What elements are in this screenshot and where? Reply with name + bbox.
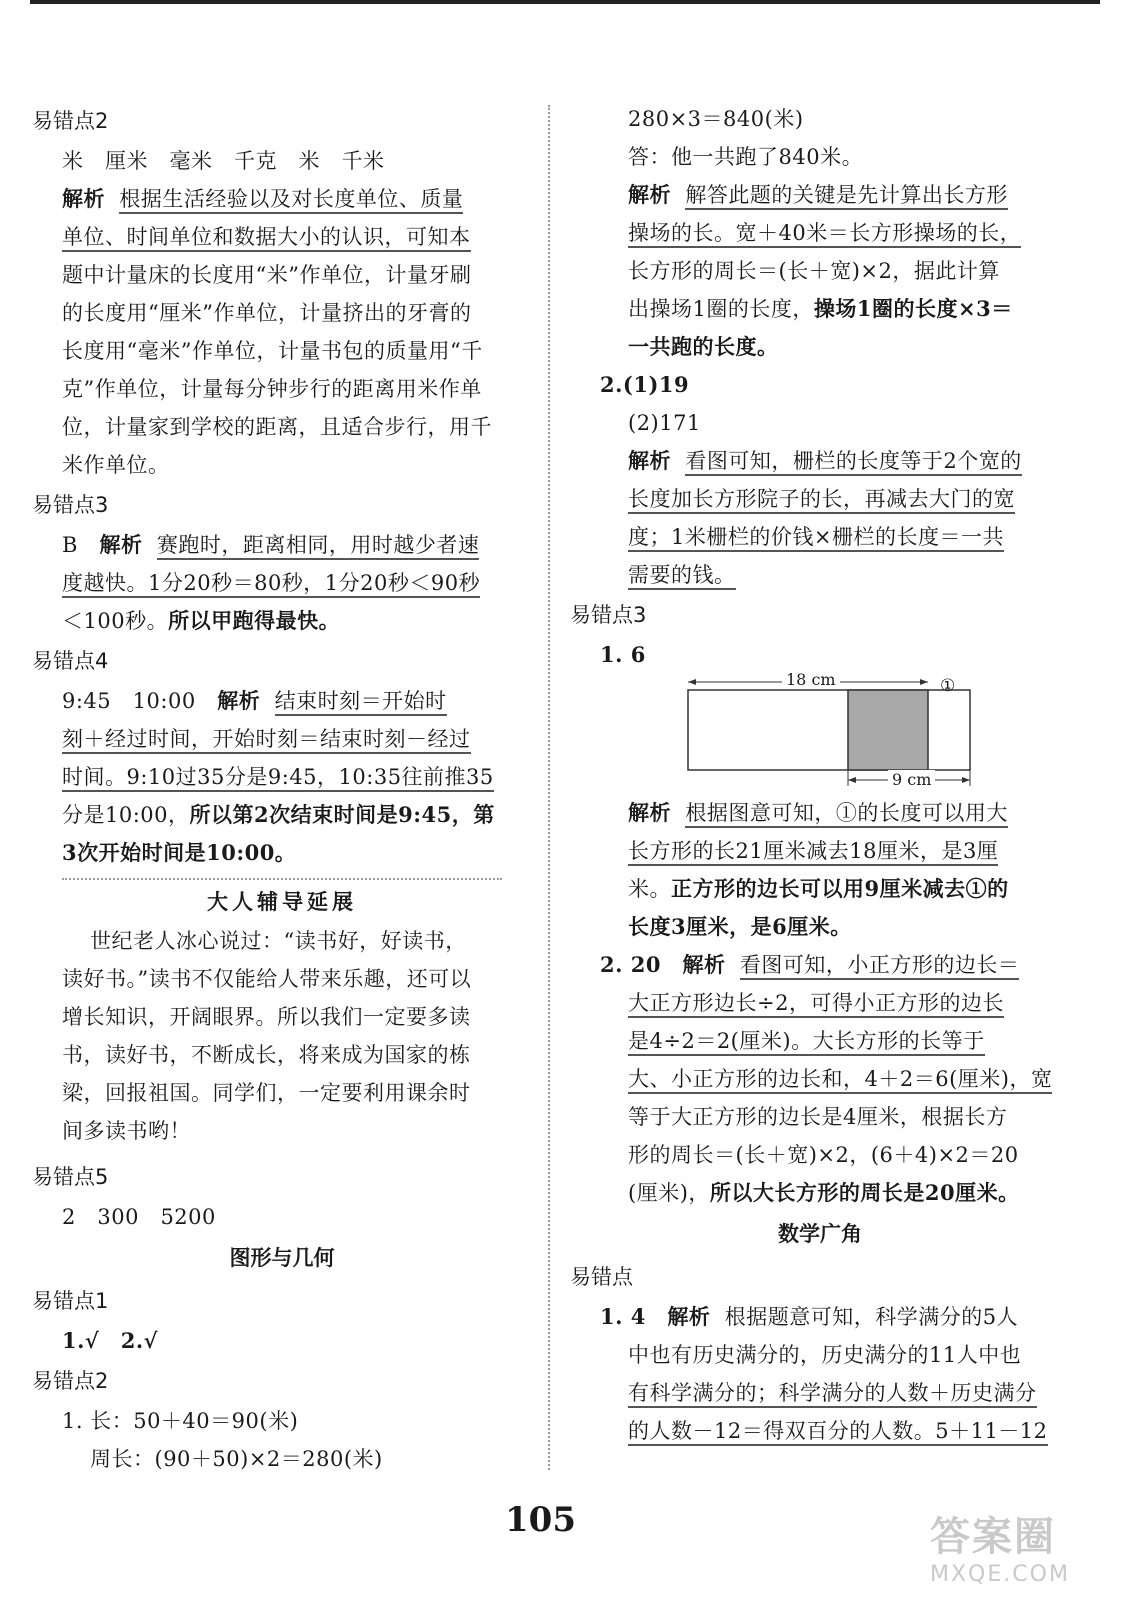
conclusion: 长度3厘米，是6厘米。: [628, 914, 852, 939]
analysis-label: 解析: [628, 182, 671, 207]
label-9cm: 9 cm: [888, 770, 935, 789]
analysis-line: 中也有历史满分的，历史满分的11人中也: [628, 1343, 1022, 1367]
extension-line: 间多读书哟！: [62, 1119, 191, 1143]
analysis-line: 形的周长＝(长＋宽)×2，(6＋4)×2＝20: [628, 1143, 1019, 1167]
analysis-line: ＜100秒。所以甲跑得最快。: [62, 608, 341, 633]
answer: 9:45 10:00: [62, 689, 196, 713]
analysis-line: 分是10:00，所以第2次结束时间是9:45，第: [62, 802, 495, 827]
heading-error-point: 易错点: [570, 1265, 633, 1289]
analysis-line: 长方形的长21厘米减去18厘米，是3厘: [570, 832, 1070, 870]
analysis-line: 刻＋经过时间，开始时刻＝结束时刻－经过: [32, 720, 532, 758]
analysis-line: B 解析 赛跑时，距离相同，用时越少者速: [32, 526, 532, 564]
top-rule: [30, 0, 1100, 4]
analysis-label: 解析: [217, 688, 261, 713]
analysis-line: 2. 20 解析 看图可知，小正方形的边长＝: [570, 946, 1070, 984]
right-column: [570, 100, 1070, 1450]
analysis-label: 解析: [667, 1304, 711, 1329]
analysis-line: 大、小正方形的边长和，4＋2＝6(厘米)，宽: [570, 1060, 1070, 1098]
answer: B: [62, 533, 78, 557]
calc-line: 280×3＝840(米): [628, 107, 804, 131]
square-shaded: [848, 690, 928, 770]
extension-line: 书，读好书，不断成长，将来成为国家的栋: [62, 1043, 471, 1067]
analysis-line: 克”作单位，计量每分钟步行的距离用米作单: [62, 377, 482, 401]
analysis-line: 米。正方形的边长可以用9厘米减去①的: [628, 876, 1009, 901]
calc-line: 1. 长：50＋40＝90(米): [62, 1409, 299, 1433]
section-title-math-wide-angle: 数学广角: [778, 1222, 862, 1246]
heading-error-point-2b: 易错点2: [32, 1369, 109, 1393]
heading-error-point-4: 易错点4: [32, 649, 109, 673]
extension-line: 梁，回报祖国。同学们，一定要利用课余时: [62, 1081, 471, 1105]
analysis-line: 度；1米栅栏的价钱×栅栏的长度＝一共: [570, 518, 1070, 556]
analysis-line: 等于大正方形的边长是4厘米，根据长方: [628, 1105, 1008, 1129]
analysis-line: 长方形的周长＝(长＋宽)×2，据此计算: [628, 259, 1000, 283]
conclusion: 所以大长方形的周长是20厘米。: [709, 1180, 1020, 1205]
answer: 2. 20: [600, 952, 661, 977]
analysis-line: 单位、时间单位和数据大小的认识，可知本: [32, 218, 532, 256]
label-circle-1: ①: [940, 676, 956, 696]
conclusion: 操场1圈的长度×3＝: [813, 296, 1013, 321]
analysis-line: 解析 根据图意可知，①的长度可以用大: [570, 794, 1070, 832]
answer: 1. 6: [600, 642, 646, 667]
heading-error-point-1: 易错点1: [32, 1289, 109, 1313]
analysis-line: 1. 4 解析 根据题意可知，科学满分的5人: [600, 1304, 1019, 1329]
rectangle-diagram: [570, 674, 1070, 794]
analysis-line: 需要的钱。: [570, 556, 1070, 594]
heading-error-point-3b: 易错点3: [570, 603, 647, 627]
arrow-left-bottom: [848, 777, 856, 783]
analysis-line: 解析 解答此题的关键是先计算出长方形: [570, 176, 1070, 214]
analysis-label: 解析: [682, 952, 726, 977]
watermark: [930, 1505, 1070, 1587]
extension-line: 增长知识，开阔眼界。所以我们一定要多读: [62, 1005, 471, 1029]
analysis-label: 解析: [628, 448, 671, 473]
conclusion: 一共跑的长度。: [628, 334, 779, 359]
watermark-url: MXQE.COM: [930, 1562, 1070, 1587]
answer-line: 答：他一共跑了840米。: [628, 145, 864, 169]
analysis-line: 位，计量家到学校的距离，且适合步行，用千: [62, 415, 492, 439]
analysis-line: 大正方形边长÷2，可得小正方形的边长: [570, 984, 1070, 1022]
column-divider: [548, 105, 550, 1470]
conclusion: 正方形的边长可以用9厘米减去①的: [671, 876, 1009, 901]
extension-line: 世纪老人冰心说过：“读书好，好读书，: [90, 929, 467, 953]
watermark-title: 答案圈: [930, 1514, 1056, 1560]
analysis-line: 的人数－12＝得双百分的人数。5＋11－12: [570, 1412, 1070, 1450]
analysis-line: 9:45 10:00 解析 结束时刻＝开始时: [32, 682, 532, 720]
analysis-line: 解析 根据生活经验以及对长度单位、质量: [32, 180, 532, 218]
answer: 2 300 5200: [62, 1205, 216, 1229]
analysis-line: 的长度用“厘米”作单位，计量挤出的牙膏的: [62, 301, 472, 325]
arrow-right: [920, 679, 928, 685]
heading-error-point-3: 易错点3: [32, 493, 109, 517]
conclusion: 3次开始时间是10:00。: [62, 840, 297, 865]
conclusion: 所以甲跑得最快。: [168, 608, 341, 633]
analysis-line: 有科学满分的；科学满分的人数＋历史满分: [570, 1374, 1070, 1412]
analysis-label: 解析: [628, 800, 671, 825]
analysis-line: 题中计量床的长度用“米”作单位，计量牙刷: [62, 263, 472, 287]
label-18cm: 18 cm: [782, 670, 840, 689]
answer: 2.(1)19: [600, 372, 690, 397]
analysis-line: 长度加长方形院子的长，再减去大门的宽: [570, 480, 1070, 518]
analysis-label: 解析: [99, 532, 143, 557]
analysis-line: 出操场1圈的长度，操场1圈的长度×3＝: [628, 296, 1013, 321]
extension-line: 读好书。”读书不仅能给人带来乐趣，还可以: [62, 967, 472, 991]
analysis-line: (厘米)，所以大长方形的周长是20厘米。: [628, 1180, 1020, 1205]
analysis-line: 操场的长。宽＋40米＝长方形操场的长，: [570, 214, 1070, 252]
heading-error-point-2: 易错点2: [32, 109, 109, 133]
analysis-line: 时间。9:10过35分是9:45，10:35往前推35: [32, 758, 532, 796]
analysis-line: 解析 看图可知，栅栏的长度等于2个宽的: [570, 442, 1070, 480]
analysis-label: 解析: [62, 186, 105, 211]
section-title-geometry: 图形与几何: [229, 1246, 335, 1270]
answer: (2)171: [628, 411, 701, 435]
heading-error-point-5: 易错点5: [32, 1165, 109, 1189]
arrow-right-bottom: [962, 777, 970, 783]
analysis-line: 米作单位。: [62, 453, 170, 477]
calc-line: 周长：(90＋50)×2＝280(米): [90, 1447, 383, 1471]
rectangle-figure: [570, 670, 1070, 794]
page-number: 105: [505, 1500, 576, 1540]
extension-title: 大人辅导延展: [62, 878, 502, 922]
analysis-line: 长度用“毫米”作单位，计量书包的质量用“千: [62, 339, 483, 363]
answer: 1. 4: [600, 1304, 646, 1329]
answer-units: 米 厘米 毫米 千克 米 千米: [62, 149, 385, 173]
arrow-left: [688, 679, 696, 685]
analysis-line: 度越快。1分20秒＝80秒，1分20秒＜90秒: [32, 564, 532, 602]
analysis-line: 是4÷2＝2(厘米)。大长方形的长等于: [570, 1022, 1070, 1060]
left-column: [32, 100, 532, 1478]
conclusion: 所以第2次结束时间是9:45，第: [189, 802, 495, 827]
answer: 1.√ 2.√: [62, 1328, 158, 1353]
